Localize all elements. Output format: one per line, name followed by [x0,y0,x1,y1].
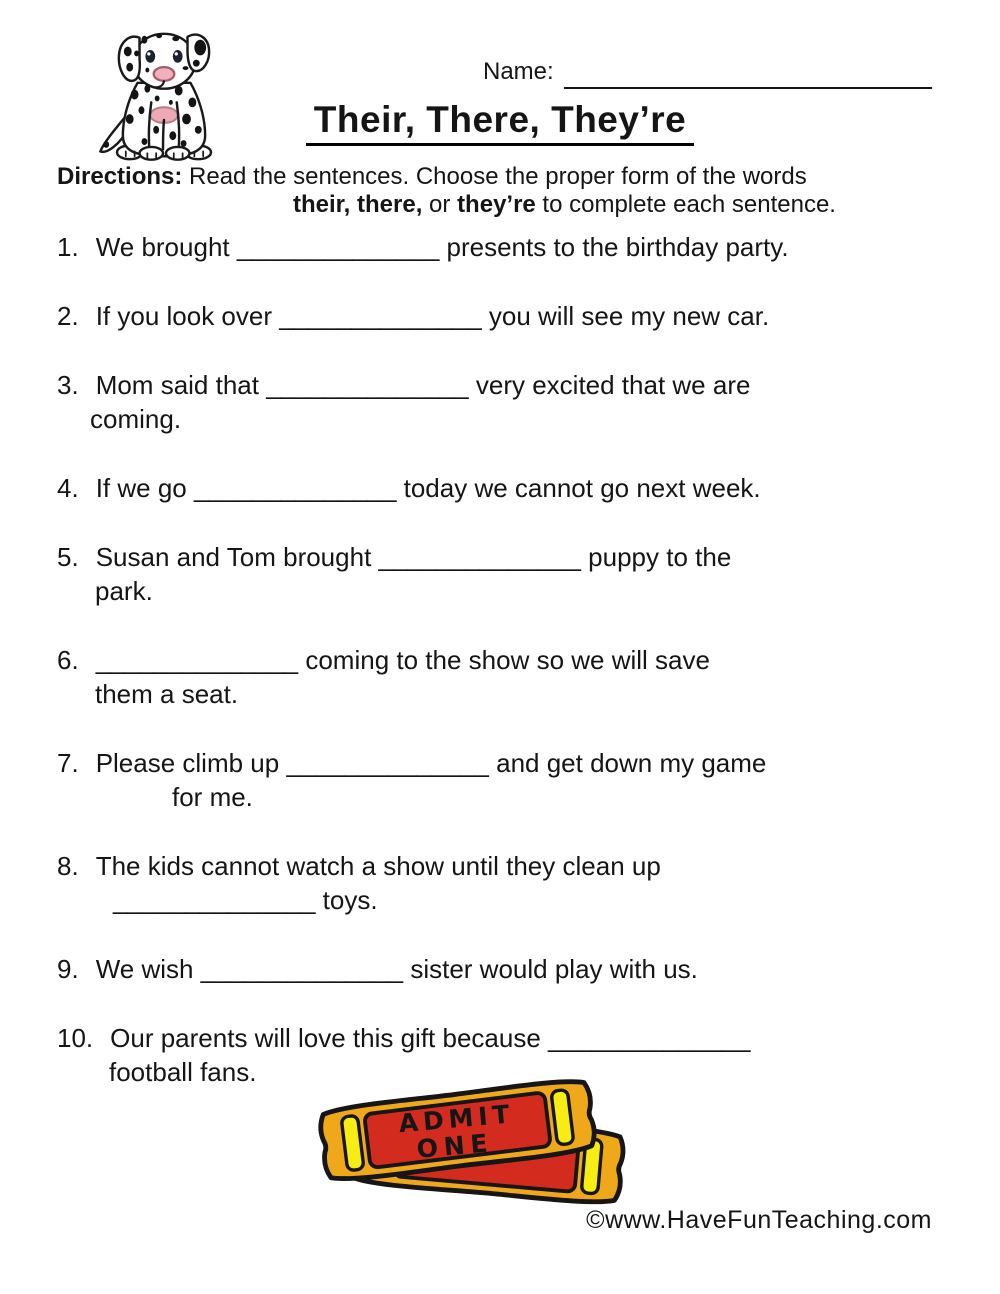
name-field-row [483,58,932,89]
sentence-text: Susan and Tom brought ______________ puppy to the [95,542,732,572]
directions-word-their-there: their, there, [293,191,423,218]
sentence-line [57,849,967,883]
sentence-number: 5. [57,542,79,572]
sentence-number: 3. [57,370,79,400]
sentence-list [57,230,967,1124]
directions-line-1 [57,163,836,191]
sentence-number: 1. [57,232,79,262]
sentence-text-continued: ______________ toys. [113,885,378,915]
sentence-text-continued: football fans. [109,1057,257,1087]
sentence-item-6 [57,643,967,711]
sentence-text-continued: them a seat. [95,679,239,709]
directions-text [57,163,836,219]
name-blank-line [564,62,932,89]
sentence-item-3 [57,368,967,436]
sentence-text: If we go ______________ today we cannot go next week. [95,473,761,503]
sentence-item-7 [57,746,967,814]
sentence-item-2 [57,299,967,333]
sentence-line [57,471,967,505]
sentence-number: 6. [57,645,79,675]
ticket-admit-text: ADMIT [397,1099,516,1139]
sentence-line [57,540,967,574]
sentence-text: If you look over ______________ you will see my new car. [95,301,770,331]
sentence-item-5 [57,540,967,608]
name-label: Name: [483,58,554,85]
directions-word-theyre: they’re [457,191,536,218]
sentence-item-4 [57,471,967,505]
sentence-line [57,643,967,677]
sentence-line [57,299,967,333]
sentence-line [57,952,967,986]
puppy-nose [154,67,175,81]
page-title: Their, There, They’re [306,100,694,146]
dalmatian-puppy-illustration [90,26,238,168]
sentence-line [57,746,967,780]
directions-label: Directions: [57,163,183,190]
sentence-text-continued: coming. [90,404,182,434]
sentence-number: 8. [57,851,79,881]
sentence-line [57,368,967,402]
sentence-text: ______________ coming to the show so we will save [95,645,710,675]
sentence-text: We brought ______________ presents to the birthday party. [95,232,789,262]
directions-line1-rest: Read the sentences. Choose the proper form of the words [182,163,807,190]
sentence-number: 7. [57,748,79,778]
sentence-text-continued: park. [95,576,153,606]
sentence-number: 9. [57,954,79,984]
sentence-item-9 [57,952,967,986]
sentence-item-8 [57,849,967,917]
ticket-one-text: ONE [415,1128,495,1164]
sentence-number: 2. [57,301,79,331]
sentence-text: Please climb up ______________ and get down my game [95,748,767,778]
sentence-line [57,1021,967,1055]
sentence-text-continued: for me. [172,782,253,812]
admit-one-ticket-illustration [316,1078,626,1218]
sentence-number: 10. [57,1023,94,1053]
sentence-number: 4. [57,473,79,503]
sentence-text: We wish ______________ sister would play with us. [95,954,698,984]
title-wrap [0,100,1000,146]
sentence-text: The kids cannot watch a show until they clean up [95,851,661,881]
sentence-text: Mom said that ______________ very excited that we are [95,370,751,400]
sentence-item-1 [57,230,967,264]
sentence-text: Our parents will love this gift because ______________ [110,1023,751,1053]
directions-line-2 [57,191,836,219]
directions-or: or [422,191,458,218]
sentence-line [57,230,967,264]
copyright-text: ©www.HaveFunTeaching.com [586,1206,932,1234]
directions-line2-rest: to complete each sentence. [535,191,836,218]
